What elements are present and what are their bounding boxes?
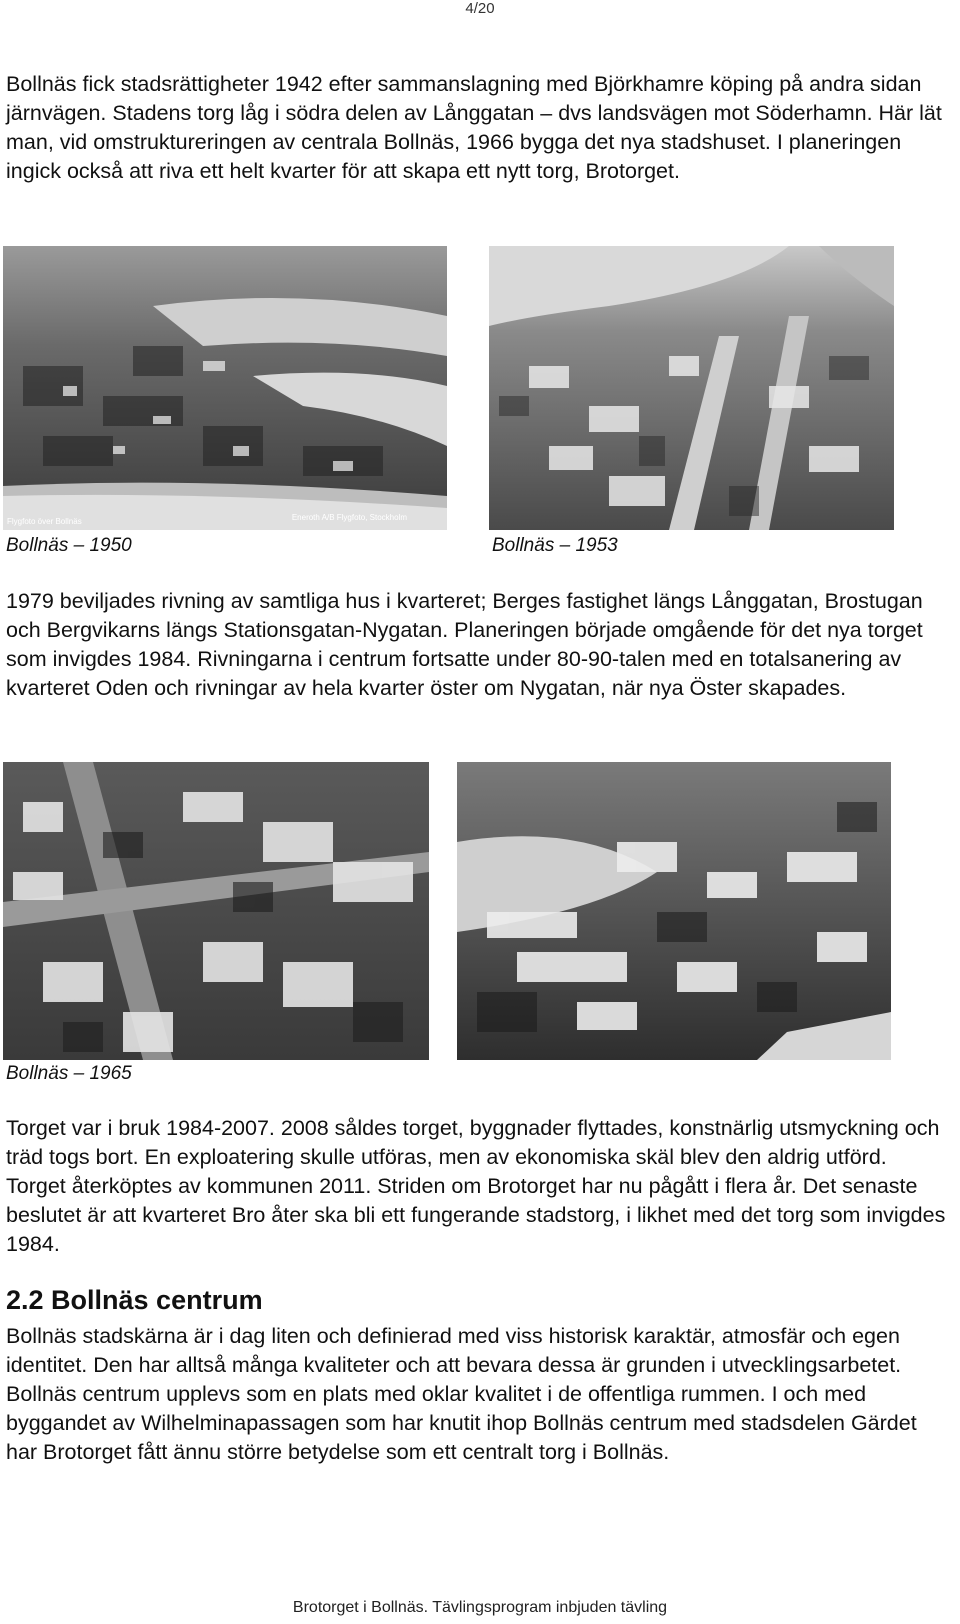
aerial-photo-1965: [3, 762, 429, 1060]
caption-1953: Bollnäs – 1953: [492, 535, 618, 556]
paragraph-square-history: Torget var i bruk 1984-2007. 2008 såldes torget, byggnader flyttades, konstnärlig utsmyckning och träd togs bort. En exploatering skulle utföras, men av ekonomiska skäl blev den aldrig utförd. Torget återköptes av kommunen 2011. Striden om Brotorget har nu pågått i flera år. Det senaste beslutet är att kvarteret Bro åter ska bli ett fungerande stadstorg, i likhet med det torg som invigdes 1984.: [6, 1116, 946, 1256]
page-number: 4/20: [465, 0, 495, 17]
photo-stamp-left: Flygfoto över Bollnäs: [7, 517, 82, 526]
aerial-photo-1950: [3, 246, 447, 530]
aerial-photo-1953: [489, 246, 894, 530]
caption-1950: Bollnäs – 1950: [6, 535, 132, 556]
footer-text: Brotorget i Bollnäs. Tävlingsprogram inbjuden tävling: [292, 1599, 668, 1616]
aerial-photo-1965-second: [457, 762, 891, 1060]
intro-paragraph: Bollnäs fick stadsrättigheter 1942 efter sammanslagning med Björkhamre köping på andra sidan järnvägen. Stadens torg låg i södra delen av Långgatan – dvs landsvägen mot Söderhamn. Här lät man, vid omstruktureringen av centrala Bollnäs, 1966 bygga det nya stadshuset. I planeringen ingick också att riva ett helt kvarter för att skapa ett nytt torg, Brotorget.: [6, 72, 942, 183]
paragraph-demolition: 1979 beviljades rivning av samtliga hus i kvarteret; Berges fastighet längs Långgatan, Brostugan och Bergvikarns längs Stationsgatan-Nygatan. Planeringen började omgående för det nya torget som invigdes 1984. Rivningarna i centrum fortsatte under 80-90-talen med en totalsanering av kvarteret Oden och rivningar av hela kvarter öster om Nygatan, när nya Öster skapades.: [6, 589, 923, 700]
caption-1965: Bollnäs – 1965: [6, 1063, 132, 1084]
section-heading: 2.2 Bollnäs centrum: [6, 1285, 263, 1315]
paragraph-centrum: Bollnäs stadskärna är i dag liten och definierad med viss historisk karaktär, atmosfär och egen identitet. Den har alltså många kvaliteter och att bevara dessa är grunden i utvecklingsarbetet. Bollnäs centrum upplevs som en plats med oklar kvalitet i de offentliga rummen. I och med byggandet av Wilhelminapassagen som har knutit ihop Bollnäs centrum med stadsdelen Gärdet har Brotorget fått ännu större betydelse som ett centralt torg i Bollnäs.: [6, 1324, 917, 1464]
photo-stamp-right: Eneroth A/B Flygfoto, Stockholm: [291, 513, 407, 522]
